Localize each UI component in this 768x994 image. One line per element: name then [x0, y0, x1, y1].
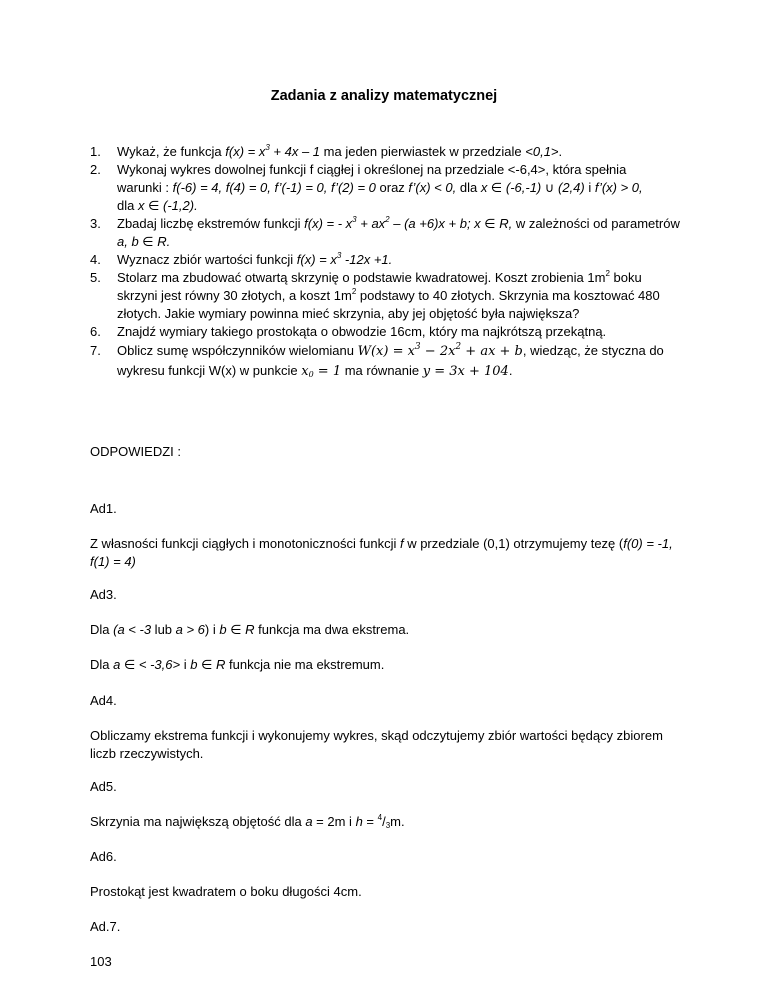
answer-3-text-1: Dla (a < -3 lub a > 6) i b ∈ R funkcja ma dwa ekstrema. — [90, 622, 410, 637]
tangent-equation: y = 3x + 104 — [422, 364, 509, 379]
task-6: 6. Znajdź wymiary takiego prostokąta o obwodzie 16cm, który ma najkrótszą przekątną. — [90, 324, 607, 339]
answer-1-text: Z własności funkcji ciągłych i monotoniczności funkcji f w przedziale (0,1) otrzymujemy tezę (f(0) = -1, f(1) = 4) — [90, 536, 673, 569]
answer-5-label: Ad5. — [90, 779, 117, 794]
answers-header: ODPOWIEDZI : — [90, 444, 181, 459]
answer-1-label: Ad1. — [90, 501, 117, 516]
task-4: 4. Wyznacz zbiór wartości funkcji $f(x) = x^3$ -12x +1. — [90, 251, 393, 267]
answer-5-text: Skrzynia ma największą objętość dla a = 2m i $h = ^4/_3m$. — [90, 813, 405, 830]
task-number: 2. — [90, 162, 101, 177]
task-number: 6. — [90, 324, 101, 339]
task-number: 3. — [90, 216, 101, 231]
answer-6-label: Ad6. — [90, 849, 117, 864]
answer-7-label: Ad.7. — [90, 919, 121, 934]
task-7: 7. Oblicz sumę współczynników wielomianu $W(x) = x^3 - 2x^2$ + ax + b, wiedząc, że styczna do wykresu funkcji W(x) w punkcie $x_0 = 1$ ma równanie y = 3x + 104. — [90, 342, 664, 379]
task-2: 2. Wykonaj wykres dowolnej funkcji f ciągłej i określonej na przedziale <-6,4>, która spełnia warunki : f(-6) = 4, f(4) = 0, f’(-1) = 0, f’(2) = 0 oraz f’(x) < 0, dla x ∈ (-6,-1) ∪ (2,4) i f’(x) > 0, dla x ∈ (-1,2). — [90, 162, 643, 213]
task-number: 1. — [90, 144, 101, 159]
answer-4-label: Ad4. — [90, 693, 117, 708]
task-number: 5. — [90, 270, 101, 285]
answer-7-text: 103 — [90, 954, 112, 969]
task-number: 7. — [90, 343, 101, 358]
task-3: 3. Zbadaj liczbę ekstremów funkcji f(x) = - $x^3 + ax^2 - (a +6)x + b$; x ∈ R, w zależności od parametrów a, b ∈ R. — [90, 215, 680, 249]
task-number: 4. — [90, 252, 101, 267]
polynomial-formula: $W(x) = x^3 - 2x^2$ + ax + b — [357, 342, 523, 359]
task-list — [90, 143, 690, 381]
task-5: 5. Stolarz ma zbudować otwartą skrzynię o podstawie kwadratowej. Koszt zrobienia $1m^2$ boku skrzyni jest równy 30 złotych, a koszt $1m^2$ podstawy to 40 złotych. Skrzynia ma kosztować 480 złotych. Jakie wymiary powinna mieć skrzynia, aby jej objętość była największa? — [90, 269, 660, 321]
answer-3-text-2: Dla a ∈ < -3,6> i b ∈ R funkcja nie ma ekstremum. — [90, 657, 385, 672]
answer-3-label: Ad3. — [90, 587, 117, 602]
page-title: Zadania z analizy matematycznej — [270, 88, 498, 104]
answer-6-text: Prostokąt jest kwadratem o boku długości 4cm. — [90, 884, 362, 899]
answer-4-text: Obliczamy ekstrema funkcji i wykonujemy wykres, skąd odczytujemy zbiór wartości będący zbiorem liczb rzeczywistych. — [90, 728, 663, 761]
task-1: 1. Wykaż, że funkcja $f(x) = x^3 + 4x - 1$ ma jeden pierwiastek w przedziale <0,1>. — [90, 143, 563, 159]
